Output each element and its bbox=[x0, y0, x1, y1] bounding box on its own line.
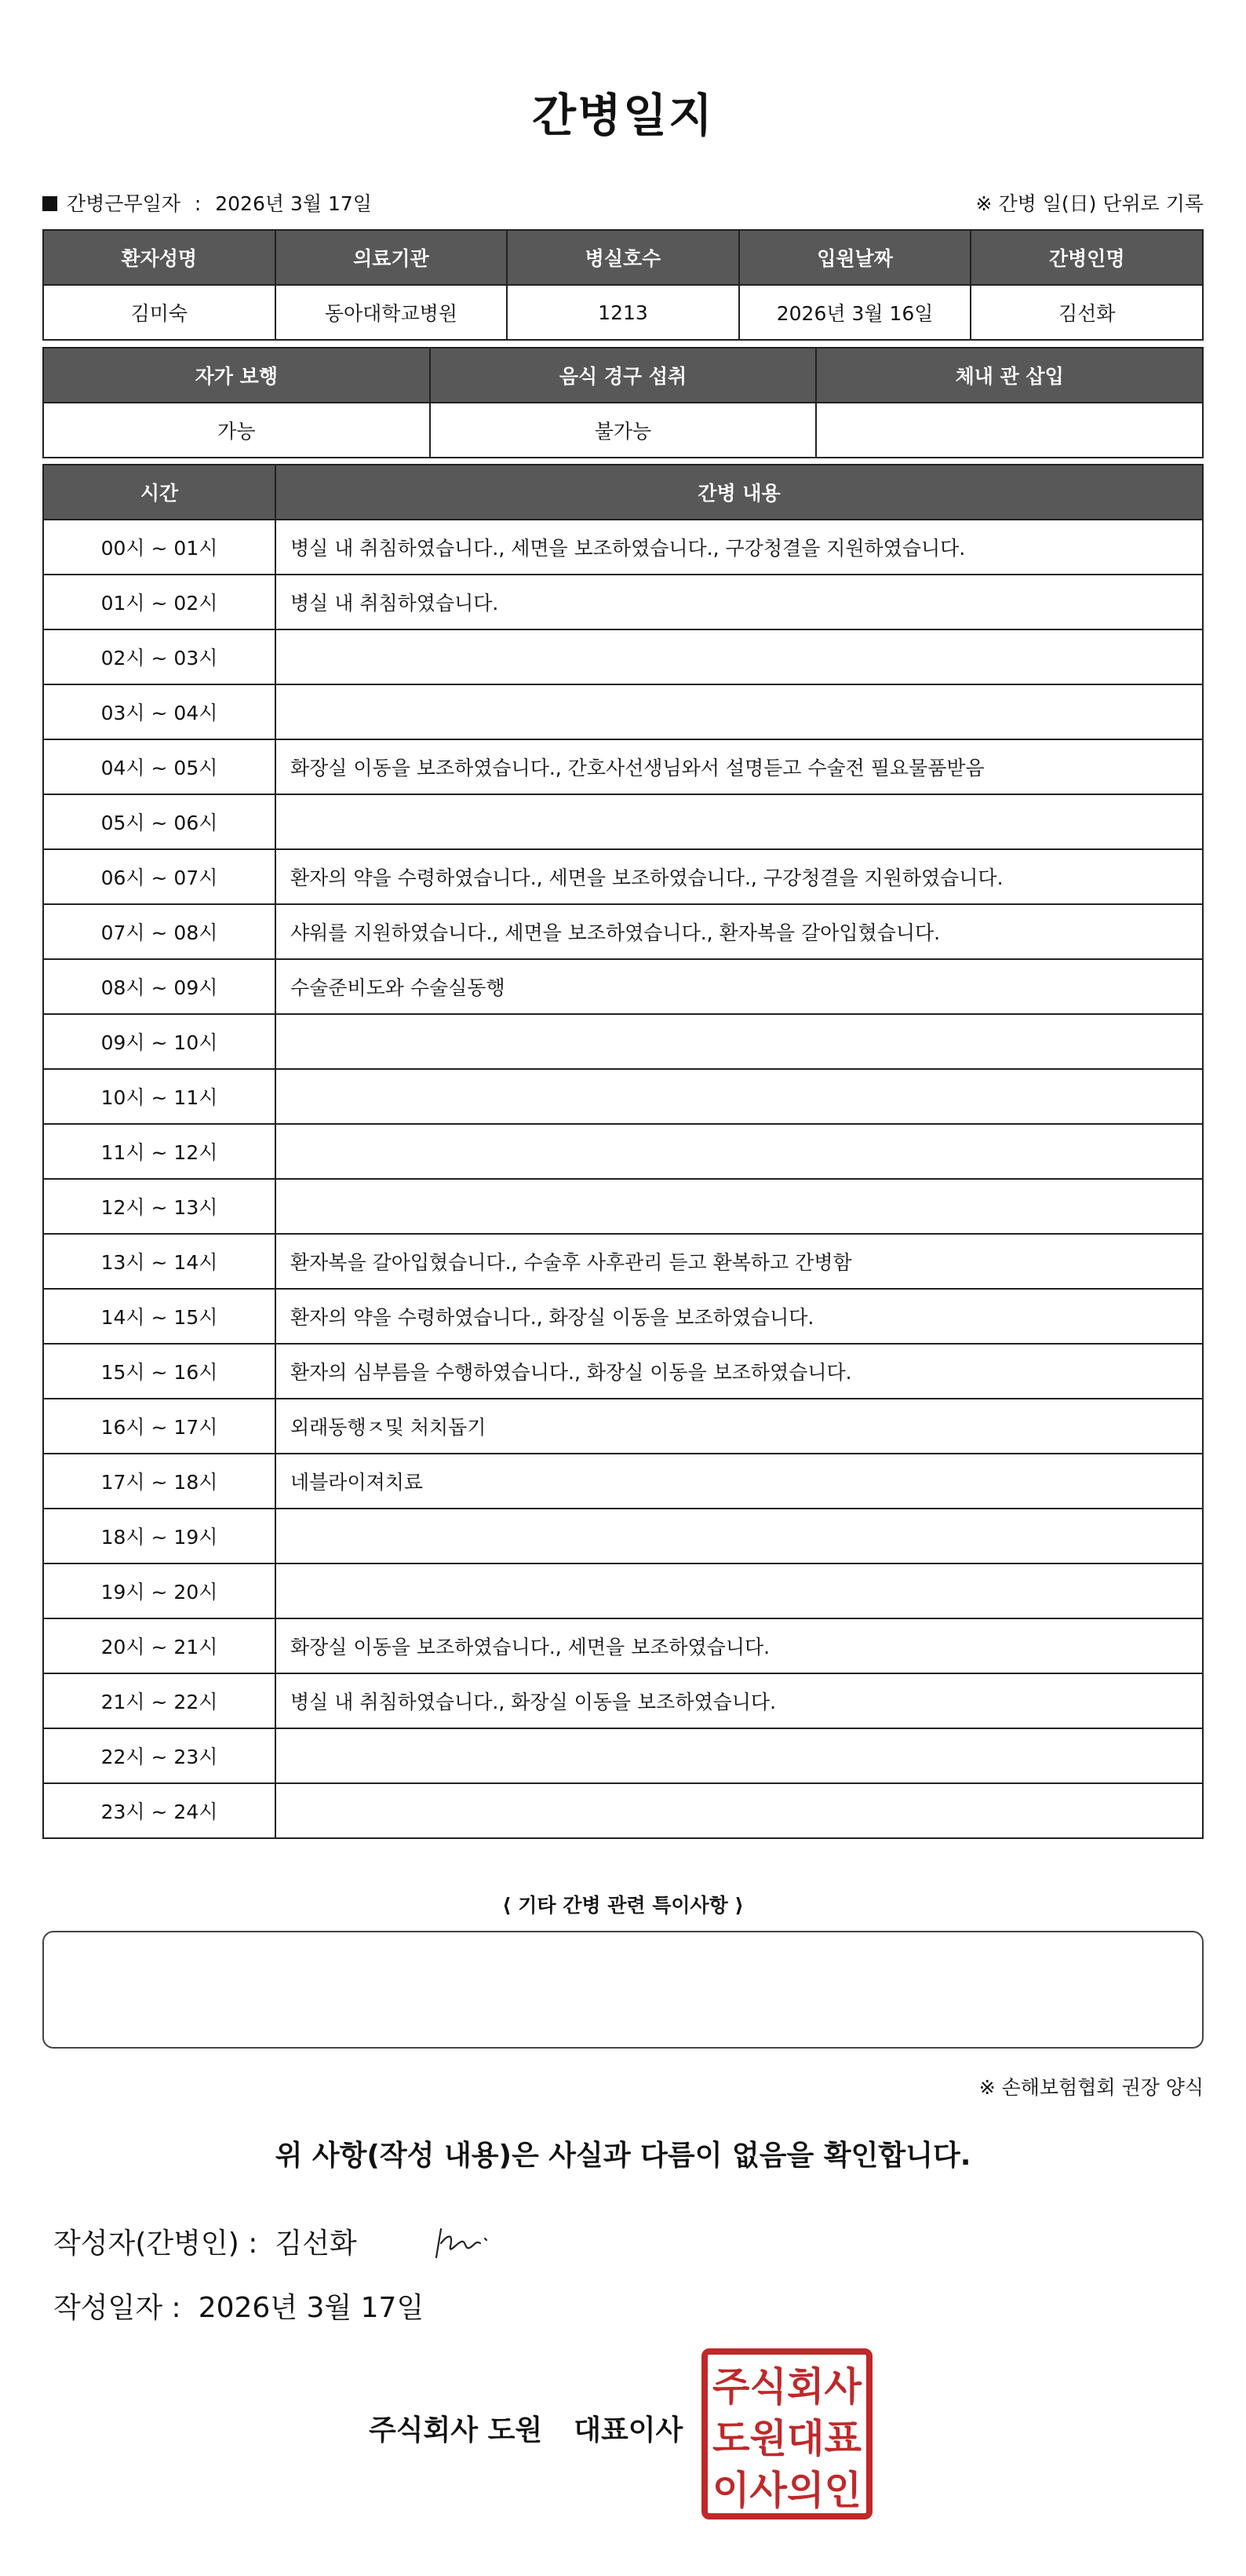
care-content-cell bbox=[275, 1179, 1203, 1234]
time-cell: 19시 ~ 20시 bbox=[43, 1563, 275, 1618]
time-cell: 06시 ~ 07시 bbox=[43, 849, 275, 904]
header-self-walking: 자가 보행 bbox=[43, 348, 430, 403]
time-cell: 03시 ~ 04시 bbox=[43, 684, 275, 739]
admission-date: 2026년 3월 16일 bbox=[739, 285, 971, 340]
time-cell: 10시 ~ 11시 bbox=[43, 1069, 275, 1124]
table-row bbox=[43, 1563, 1203, 1618]
table-row bbox=[43, 684, 1203, 739]
unit-note: ※ 간병 일(日) 단위로 기록 bbox=[975, 192, 1204, 215]
ceo-title: 대표이사 bbox=[574, 2414, 683, 2446]
time-cell: 07시 ~ 08시 bbox=[43, 904, 275, 959]
self-walking: 가능 bbox=[43, 403, 430, 458]
written-date: 2026년 3월 17일 bbox=[198, 2292, 424, 2324]
table-row bbox=[43, 1618, 1203, 1673]
caregiver-name: 김선화 bbox=[971, 285, 1203, 340]
care-content-cell bbox=[275, 629, 1203, 684]
signature bbox=[430, 2220, 508, 2267]
company-seal bbox=[700, 2347, 874, 2521]
table-row bbox=[43, 1069, 1203, 1124]
room-number: 1213 bbox=[507, 285, 739, 340]
square-bullet-icon bbox=[42, 196, 57, 211]
table-row bbox=[43, 794, 1203, 849]
care-content-cell bbox=[275, 684, 1203, 739]
header-admission-date: 입원날짜 bbox=[739, 230, 971, 285]
care-content-cell: 환자의 심부름을 수행하였습니다., 화장실 이동을 보조하였습니다. bbox=[275, 1344, 1203, 1399]
company-name: 주식회사 도원 bbox=[369, 2414, 543, 2446]
special-notes-box bbox=[42, 1931, 1204, 2049]
care-content-cell bbox=[275, 1509, 1203, 1563]
author-label: 작성자(간병인) : bbox=[53, 2228, 258, 2260]
table-row bbox=[43, 629, 1203, 684]
time-cell: 17시 ~ 18시 bbox=[43, 1454, 275, 1509]
table-row bbox=[43, 959, 1203, 1014]
care-content-cell: 네블라이져치료 bbox=[275, 1454, 1203, 1509]
time-cell: 14시 ~ 15시 bbox=[43, 1289, 275, 1344]
table-row bbox=[43, 520, 1203, 575]
header-care-content: 간병 내용 bbox=[275, 465, 1203, 520]
work-date-separator: : bbox=[194, 192, 202, 215]
table-row bbox=[43, 1454, 1203, 1509]
table-row bbox=[43, 1124, 1203, 1179]
care-content-cell bbox=[275, 1124, 1203, 1179]
table-row bbox=[43, 1179, 1203, 1234]
header-oral-intake: 음식 경구 섭취 bbox=[430, 348, 817, 403]
time-cell: 18시 ~ 19시 bbox=[43, 1509, 275, 1563]
confirmation-statement: 위 사항(작성 내용)은 사실과 다름이 없음을 확인합니다. bbox=[275, 2140, 971, 2172]
care-content-cell bbox=[275, 1563, 1203, 1618]
table-row bbox=[43, 1014, 1203, 1069]
recommended-form-note: ※ 손해보험협회 권장 양식 bbox=[978, 2076, 1204, 2099]
table-row bbox=[43, 1673, 1203, 1728]
care-content-cell: 수술준비도와 수술실동행 bbox=[275, 959, 1203, 1014]
time-cell: 23시 ~ 24시 bbox=[43, 1783, 275, 1838]
author-line bbox=[53, 2221, 357, 2261]
care-content-cell: 환자의 약을 수령하였습니다., 세면을 보조하였습니다., 구강청결을 지원하였습니다. bbox=[275, 849, 1203, 904]
work-date-label: 간병근무일자 bbox=[67, 192, 180, 215]
hospital: 동아대학교병원 bbox=[275, 285, 508, 340]
special-notes-title: ⟨ 기타 간병 관련 특이사항 ⟩ bbox=[502, 1894, 744, 1917]
care-content-cell: 샤워를 지원하였습니다., 세면을 보조하였습니다., 환자복을 갈아입혔습니다. bbox=[275, 904, 1203, 959]
seal-line-2: 도원대표 bbox=[712, 2416, 862, 2461]
author-name: 김선화 bbox=[275, 2228, 357, 2260]
header-hospital: 의료기관 bbox=[275, 230, 508, 285]
care-content-cell: 화장실 이동을 보조하였습니다., 세면을 보조하였습니다. bbox=[275, 1618, 1203, 1673]
time-cell: 11시 ~ 12시 bbox=[43, 1124, 275, 1179]
care-content-cell: 외래동행ㅈ및 처치돕기 bbox=[275, 1399, 1203, 1454]
time-cell: 08시 ~ 09시 bbox=[43, 959, 275, 1014]
care-content-cell: 병실 내 취침하였습니다. bbox=[275, 575, 1203, 629]
time-cell: 20시 ~ 21시 bbox=[43, 1618, 275, 1673]
table-row bbox=[43, 575, 1203, 629]
care-content-cell bbox=[275, 1069, 1203, 1124]
patient-status-table bbox=[42, 347, 1204, 458]
care-content-cell: 화장실 이동을 보조하였습니다., 간호사선생님와서 설명듣고 수술전 필요물품받음 bbox=[275, 739, 1203, 794]
care-content-cell: 환자의 약을 수령하였습니다., 화장실 이동을 보조하였습니다. bbox=[275, 1289, 1203, 1344]
table-row bbox=[43, 1399, 1203, 1454]
time-cell: 16시 ~ 17시 bbox=[43, 1399, 275, 1454]
patient-info-table bbox=[42, 229, 1204, 341]
time-cell: 15시 ~ 16시 bbox=[43, 1344, 275, 1399]
header-caregiver-name: 간병인명 bbox=[971, 230, 1203, 285]
company-signature-line bbox=[369, 2408, 683, 2448]
written-date-label: 작성일자 : bbox=[53, 2292, 181, 2324]
table-row bbox=[43, 1728, 1203, 1783]
care-content-cell: 병실 내 취침하였습니다., 화장실 이동을 보조하였습니다. bbox=[275, 1673, 1203, 1728]
care-content-cell: 환자복을 갈아입혔습니다., 수술후 사후관리 듣고 환복하고 간병함 bbox=[275, 1234, 1203, 1289]
table-row bbox=[43, 1344, 1203, 1399]
time-cell: 09시 ~ 10시 bbox=[43, 1014, 275, 1069]
seal-line-3: 이사의인 bbox=[712, 2468, 862, 2513]
time-cell: 13시 ~ 14시 bbox=[43, 1234, 275, 1289]
work-date-value: 2026년 3월 17일 bbox=[215, 192, 372, 215]
time-cell: 01시 ~ 02시 bbox=[43, 575, 275, 629]
time-cell: 02시 ~ 03시 bbox=[43, 629, 275, 684]
work-date bbox=[42, 188, 372, 217]
time-cell: 04시 ~ 05시 bbox=[43, 739, 275, 794]
written-date-line bbox=[53, 2286, 424, 2326]
page-title: 간병일지 bbox=[531, 89, 715, 142]
table-row bbox=[43, 1783, 1203, 1838]
time-cell: 05시 ~ 06시 bbox=[43, 794, 275, 849]
care-content-cell bbox=[275, 1783, 1203, 1838]
table-row bbox=[43, 1509, 1203, 1563]
time-cell: 22시 ~ 23시 bbox=[43, 1728, 275, 1783]
header-room-number: 병실호수 bbox=[507, 230, 739, 285]
care-log-table bbox=[42, 464, 1204, 1839]
time-cell: 00시 ~ 01시 bbox=[43, 520, 275, 575]
tube-insertion bbox=[816, 403, 1203, 458]
time-cell: 12시 ~ 13시 bbox=[43, 1179, 275, 1234]
oral-intake: 불가능 bbox=[430, 403, 817, 458]
table-row bbox=[43, 1289, 1203, 1344]
header-patient-name: 환자성명 bbox=[43, 230, 275, 285]
care-content-cell bbox=[275, 1728, 1203, 1783]
table-row bbox=[43, 1234, 1203, 1289]
table-row bbox=[43, 739, 1203, 794]
time-cell: 21시 ~ 22시 bbox=[43, 1673, 275, 1728]
header-tube-insertion: 체내 관 삽입 bbox=[816, 348, 1203, 403]
patient-name: 김미숙 bbox=[43, 285, 275, 340]
seal-line-1: 주식회사 bbox=[712, 2364, 862, 2410]
care-content-cell: 병실 내 취침하였습니다., 세면을 보조하였습니다., 구강청결을 지원하였습니다. bbox=[275, 520, 1203, 575]
table-row bbox=[43, 849, 1203, 904]
care-content-cell bbox=[275, 1014, 1203, 1069]
header-time: 시간 bbox=[43, 465, 275, 520]
care-content-cell bbox=[275, 794, 1203, 849]
table-row bbox=[43, 904, 1203, 959]
